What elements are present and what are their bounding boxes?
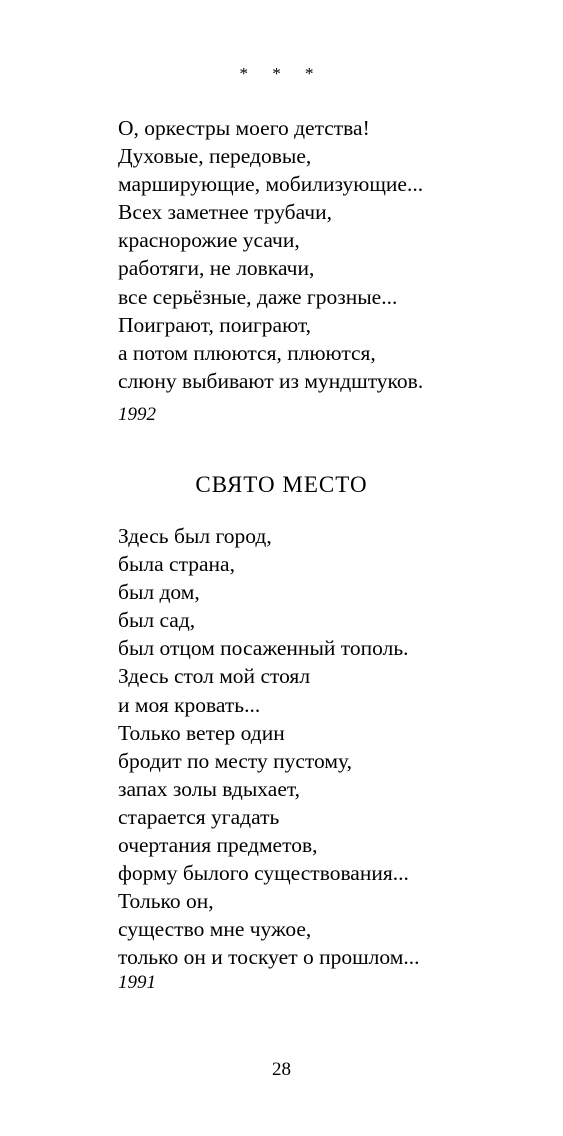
poem-line: Только ветер один <box>118 720 285 745</box>
poem-line: Всех заметнее трубачи, <box>118 200 332 225</box>
poem-line: марширующие, мобилизующие... <box>118 172 424 197</box>
poem-line: бродит по месту пустому, <box>118 748 352 773</box>
poem-line: Здесь стол мой стоял <box>118 664 311 689</box>
poem-2-year: 1991 <box>118 972 156 993</box>
page-number: 28 <box>272 1059 291 1080</box>
poem-line: была страна, <box>118 552 235 577</box>
poem-line: слюну выбивают из мундштуков. <box>118 368 424 393</box>
poem-line: был дом, <box>118 580 200 605</box>
poem-line: краснорожие усачи, <box>118 228 300 253</box>
poem-line: был сад, <box>118 608 196 633</box>
poem-line: был отцом посаженный тополь. <box>118 636 409 661</box>
poem-line: только он и тоскует о прошлом... <box>118 945 420 970</box>
poem-1-year: 1992 <box>118 404 156 425</box>
poem-line: Только он, <box>118 889 214 914</box>
poem-line: Поиграют, поиграют, <box>118 312 312 337</box>
poem-line: Здесь был город, <box>118 524 272 548</box>
poem-line: а потом плюются, плюются, <box>118 340 376 365</box>
poem-line: Духовые, передовые, <box>118 144 312 169</box>
poem-line: работяги, не ловкачи, <box>118 256 315 281</box>
poem-line: О, оркестры моего детства! <box>118 116 370 140</box>
poem-line: все серьёзные, даже грозные... <box>118 284 398 309</box>
poem-2-text <box>118 522 419 972</box>
poem-line: форму былого существования... <box>118 861 409 886</box>
section-ornament: * * * <box>239 64 324 83</box>
poem-line: запах золы вдыхает, <box>118 776 301 801</box>
poem-2-title: СВЯТО МЕСТО <box>195 472 368 497</box>
poem-line: существо мне чужое, <box>118 917 312 942</box>
poem-line: очертания предметов, <box>118 833 318 858</box>
poem-line: и моя кровать... <box>118 692 261 717</box>
poem-1-text <box>118 114 423 395</box>
poem-line: старается угадать <box>118 804 280 829</box>
